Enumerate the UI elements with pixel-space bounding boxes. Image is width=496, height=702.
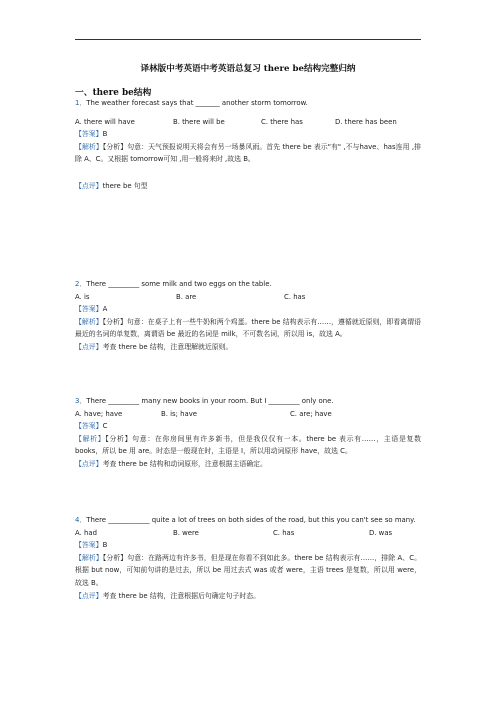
question-text: There _________ some milk and two eggs on the table.: [86, 280, 272, 288]
comment-line: 【点评】考查 there be 结构，注意理解就近原则。: [75, 342, 233, 351]
option-a: A. there will have: [75, 117, 135, 126]
comment-line: 【点评】考查 there be 结构，注意根据后句确定句子时态。: [75, 591, 261, 600]
question-text: The weather forecast says that _______ another storm tomorrow.: [86, 99, 308, 107]
analysis: 【解析】【分析】句意：天气预报说明天将会有另一场暴风雨。首先 there be 表示"有" ,不与have、has连用 ,排除 A、C。又根据 tomorrow可知 ,用一般将来时 ,故选 B。: [75, 142, 421, 164]
options-row: [75, 116, 421, 129]
answer-line: 【答案】B: [75, 541, 108, 550]
question-number: 2．: [75, 280, 87, 288]
question-number: 4．: [75, 516, 87, 524]
option-a: A. had: [75, 528, 97, 537]
answer-line: 【答案】B: [75, 130, 108, 139]
question-4: [75, 514, 421, 602]
option-b: B. is; have: [161, 409, 198, 418]
question-text: There _________ many new books in your room. But I _________ only one.: [86, 397, 334, 405]
option-b: B. are: [176, 292, 197, 301]
comment-line: 【点评】there be 句型: [75, 181, 148, 190]
option-a: A. is: [75, 292, 90, 301]
question-3: [75, 395, 421, 471]
analysis: 【解析】【分析】句意：在路两边有许多书，但是现在你看不到如此多。there be 结构表示有……，排除 A、C。根据 but now，可知前句讲的是过去，所以 be 用过去式 was 或者 were，主语 trees 是复数，所以用 were，故选 B。: [75, 553, 421, 587]
question-text: There ____________ quite a lot of trees on both sides of the road, but this you can't see so many.: [86, 516, 416, 524]
section-heading: 一、there be结构: [75, 88, 152, 98]
answer-line: 【答案】A: [75, 305, 108, 314]
question-number: 3．: [75, 397, 87, 405]
answer-line: 【答案】C: [75, 422, 108, 431]
option-c: C. has: [284, 292, 306, 301]
options-row: [75, 291, 421, 304]
option-c: C. has: [273, 528, 295, 537]
analysis: 【解析】【分析】句意：在桌子上有一些牛奶和两个鸡蛋。there be 结构表示有……，遵循就近原则，即看离谓语最近的名词的单复数，离谓语 be 最近的名词是 milk，不可数名词，所以用 is，故选 A。: [75, 317, 421, 339]
analysis: 【解析】【分析】句意：在你房间里有许多新书，但是我仅仅有一本。there be 表示有……，主语是复数 books，所以 be 用 are。时态是一般现在时，主语是 I，所以用动词原形 have，故选 C。: [75, 434, 421, 456]
option-d: D. there has been: [335, 117, 397, 126]
option-d: D. was: [369, 528, 393, 537]
option-c: C. are; have: [290, 409, 332, 418]
options-row: [75, 527, 421, 540]
comment-line: 【点评】考查 there be 结构和动词原形，注意根据主语确定。: [75, 459, 267, 468]
document-title: 译林版中考英语中考英语总复习 there be结构完整归纳: [140, 64, 356, 74]
option-b: B. were: [173, 528, 199, 537]
header-rule: [75, 39, 421, 40]
question-number: 1．: [75, 99, 87, 107]
option-b: B. there will be: [173, 117, 225, 126]
options-row: [75, 408, 421, 421]
question-1: [75, 97, 421, 193]
option-a: A. have; have: [75, 409, 123, 418]
option-c: C. there has: [261, 117, 303, 126]
question-2: [75, 278, 421, 354]
